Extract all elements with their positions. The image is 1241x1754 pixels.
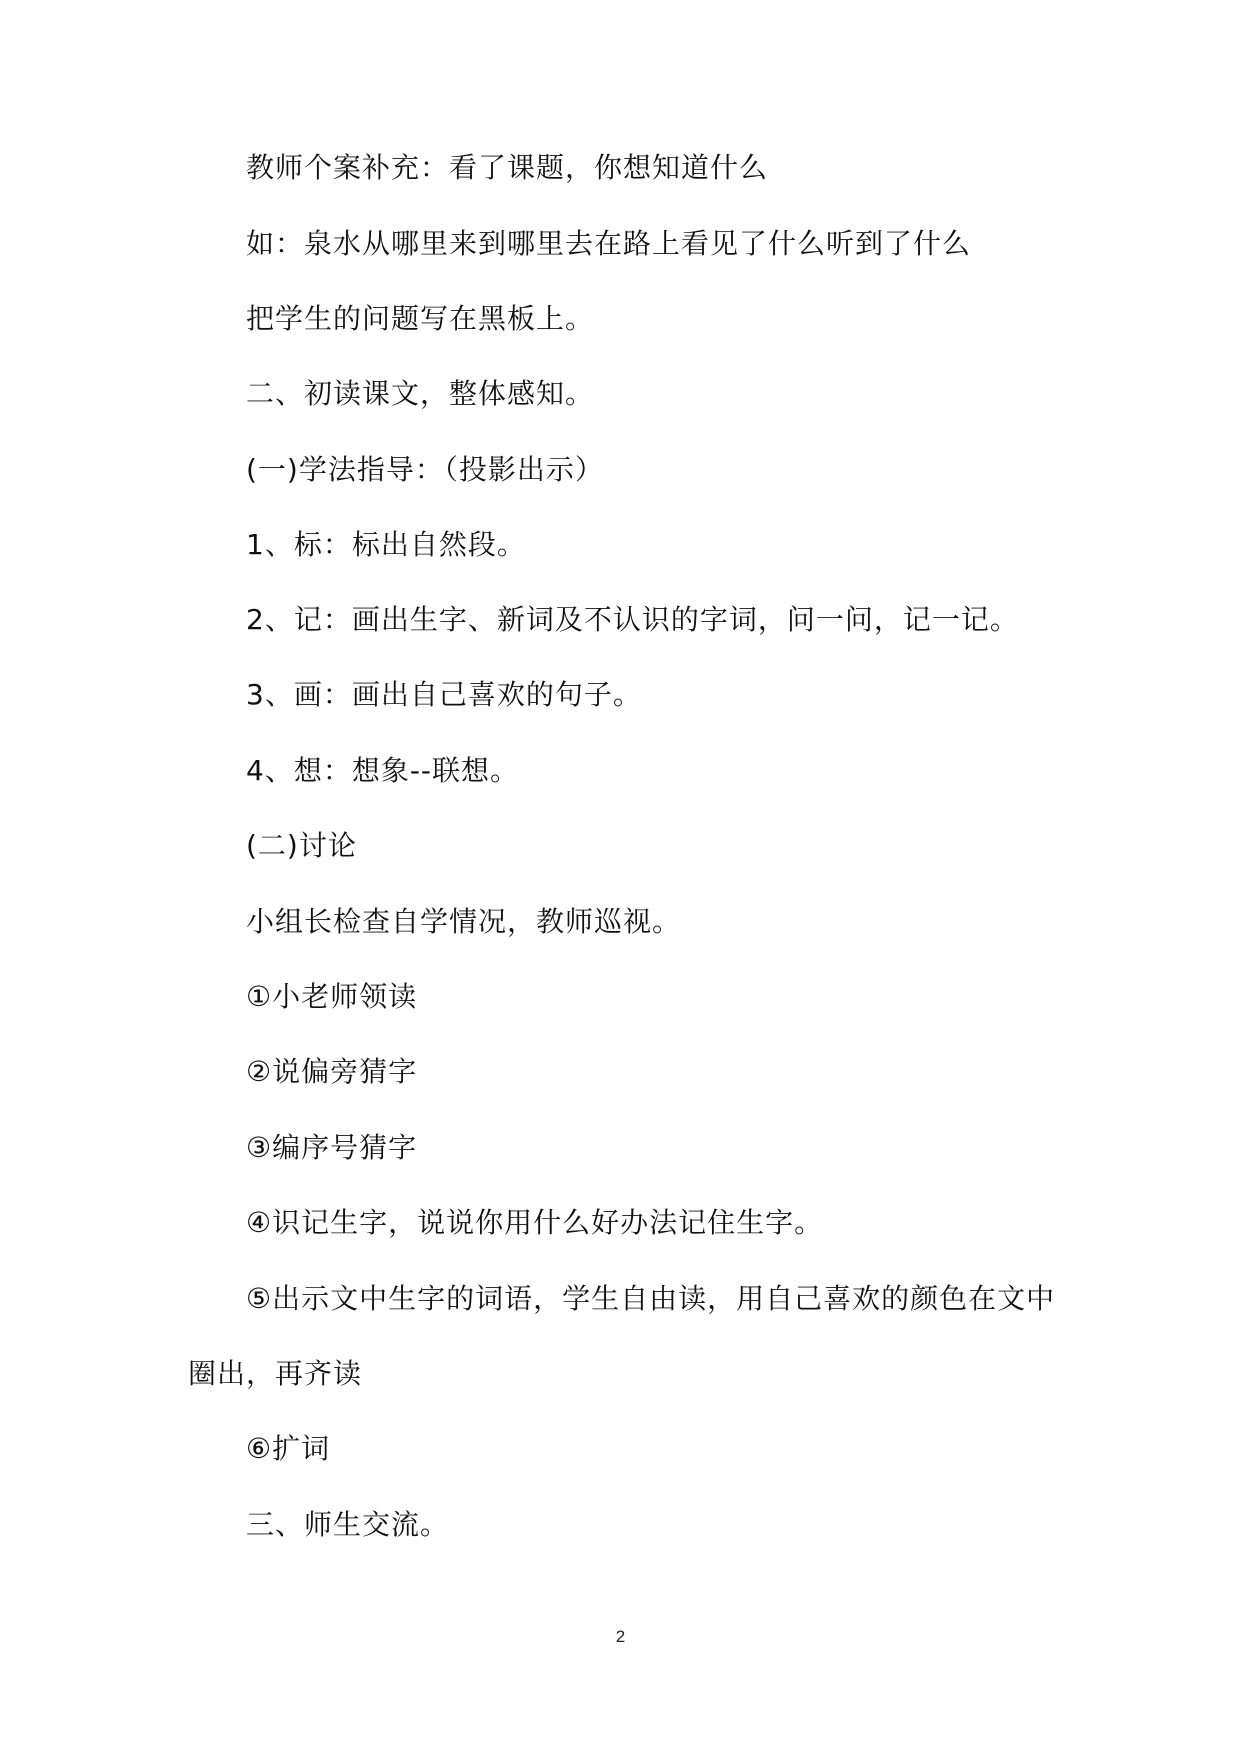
list-item: 3、画：画出自己喜欢的句子。: [246, 678, 642, 711]
paragraph: 小组长检查自学情况，教师巡视。: [246, 905, 682, 938]
subsection-heading: (一)学法指导：（投影出示）: [246, 453, 604, 486]
page-number: 2: [615, 1627, 626, 1646]
list-item: 1、标：标出自然段。: [246, 528, 526, 561]
list-item: ⑤出示文中生字的词语，学生自由读，用自己喜欢的颜色在文中: [246, 1282, 1056, 1315]
section-heading: 三、师生交流。: [246, 1508, 450, 1541]
list-item: ②说偏旁猜字: [246, 1055, 418, 1088]
list-item: ④识记生字，说说你用什么好办法记住生字。: [246, 1206, 824, 1239]
list-item: 2、记：画出生字、新词及不认识的字词，问一问，记一记。: [246, 603, 1019, 636]
list-item: ③编序号猜字: [246, 1131, 418, 1164]
subsection-heading: (二)讨论: [246, 829, 357, 862]
paragraph: 把学生的问题写在黑板上。: [246, 302, 595, 335]
list-item: ⑥扩词: [246, 1432, 331, 1465]
list-item-continuation: 圈出，再齐读: [188, 1357, 363, 1390]
list-item: ①小老师领读: [246, 980, 418, 1013]
section-heading: 二、初读课文，整体感知。: [246, 377, 595, 410]
paragraph: 如：泉水从哪里来到哪里去在路上看见了什么听到了什么: [246, 227, 972, 260]
paragraph: 教师个案补充：看了课题，你想知道什么: [246, 151, 769, 184]
list-item: 4、想：想象--联想。: [246, 754, 520, 787]
